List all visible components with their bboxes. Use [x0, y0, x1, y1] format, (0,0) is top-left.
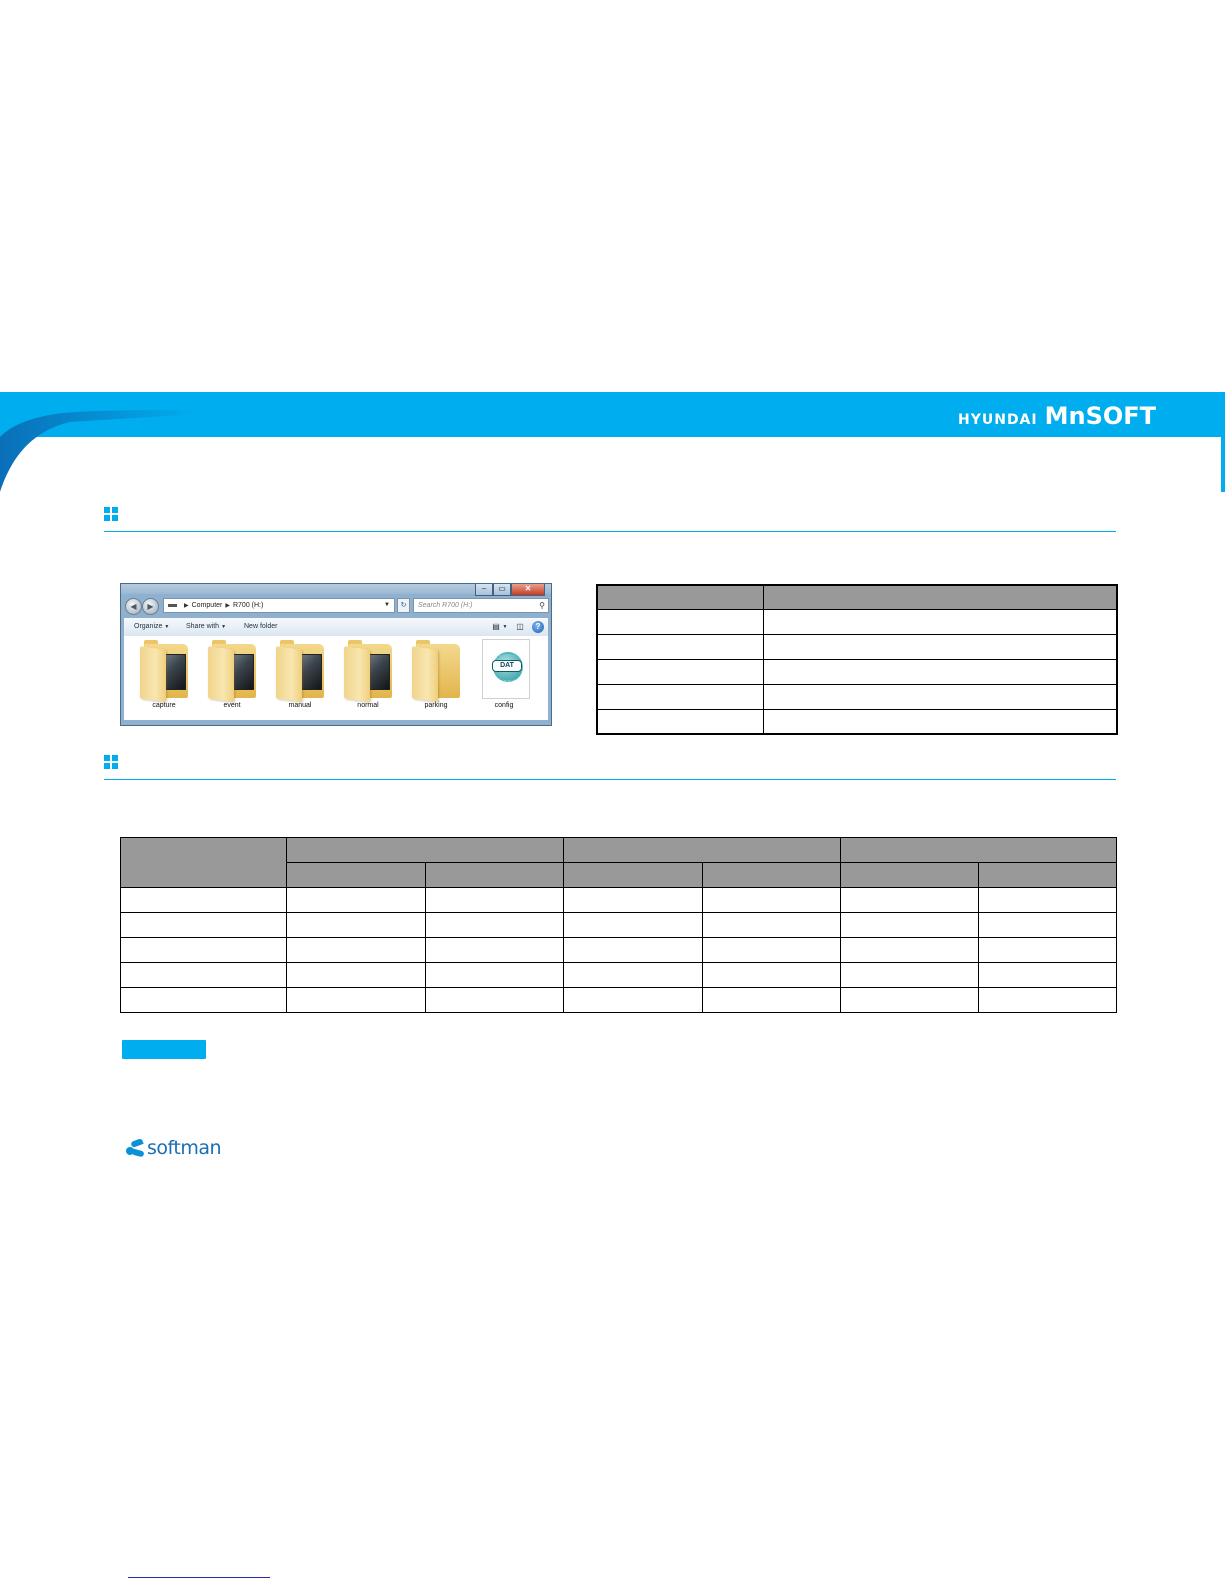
table-subheader-cell — [979, 863, 1117, 888]
search-input[interactable] — [413, 598, 549, 613]
softman-logo — [126, 1137, 221, 1159]
table-row — [597, 659, 1117, 684]
drive-icon — [168, 604, 177, 607]
folder-video-icon — [276, 640, 326, 702]
section-2-icon — [104, 755, 118, 769]
folder-name: event — [223, 702, 241, 709]
share-with-label: Share with — [186, 623, 220, 630]
table-header-cell — [121, 838, 287, 888]
table-subheader-cell — [426, 863, 564, 888]
brand-prefix: HYUNDAI — [958, 412, 1038, 428]
maximize-button[interactable]: ▭ — [493, 584, 511, 596]
close-button[interactable]: ✕ — [511, 584, 545, 596]
table-row — [121, 963, 1117, 988]
chevron-down-icon: ▼ — [221, 624, 227, 630]
table-row — [597, 709, 1117, 734]
table-subheader-cell — [841, 863, 979, 888]
organize-label: Organize — [134, 623, 163, 630]
brand-name: MnSOFT — [1044, 402, 1157, 430]
folder-item[interactable] — [404, 636, 468, 720]
file-name: config — [494, 702, 514, 709]
new-folder-button[interactable]: New folder — [244, 623, 278, 630]
table-row — [121, 888, 1117, 913]
note-label — [122, 1040, 206, 1059]
breadcrumb-arrow-icon: ▶ — [184, 603, 189, 609]
file-item[interactable] — [472, 636, 536, 720]
folder-video-icon — [208, 640, 258, 702]
folder-name: manual — [288, 702, 312, 709]
table-header-cell — [564, 838, 841, 863]
section-1-icon — [104, 507, 118, 521]
minimize-button[interactable]: – — [475, 584, 493, 596]
footer-link-underline[interactable] — [128, 1577, 270, 1578]
table-row — [597, 634, 1117, 659]
table-row — [121, 988, 1117, 1013]
folder-item[interactable] — [200, 636, 264, 720]
navigation-bar — [125, 597, 549, 615]
breadcrumb-arrow-icon: ▶ — [225, 603, 230, 609]
table-row — [597, 609, 1117, 634]
preview-pane-icon[interactable]: ◫ — [516, 622, 524, 631]
file-list — [124, 636, 548, 720]
change-view-icon[interactable]: ▤ — [492, 622, 500, 631]
chevron-down-icon[interactable]: ▼ — [502, 624, 508, 630]
table-row — [597, 684, 1117, 709]
table-subheader-cell — [564, 863, 703, 888]
table-row — [121, 913, 1117, 938]
folder-name: normal — [357, 702, 379, 709]
command-bar — [124, 618, 548, 637]
folder-video-icon — [140, 640, 190, 702]
table-subheader-cell — [703, 863, 841, 888]
organize-menu[interactable] — [134, 618, 169, 636]
dat-badge: DAT — [492, 660, 522, 672]
breadcrumb-drive[interactable]: R700 (H:) — [232, 602, 264, 609]
explorer-window — [120, 583, 552, 726]
search-icon[interactable]: ⚲ — [539, 601, 545, 610]
breadcrumb-computer[interactable]: Computer — [191, 602, 223, 609]
header-band-edge — [1221, 392, 1225, 492]
view-controls — [484, 621, 544, 633]
folder-name: parking — [424, 702, 448, 709]
folder-description-table — [596, 584, 1118, 735]
brand-logo — [958, 402, 1156, 432]
back-arrow-icon[interactable]: ◀ — [125, 598, 142, 615]
table-subheader-cell — [287, 863, 426, 888]
address-bar[interactable] — [163, 598, 395, 613]
table-header-cell — [287, 838, 564, 863]
dat-file-icon — [482, 639, 530, 699]
help-icon[interactable]: ? — [532, 621, 544, 633]
header-band-curve — [0, 392, 200, 502]
table-row — [121, 938, 1117, 963]
forward-arrow-icon[interactable]: ▶ — [142, 598, 159, 615]
folder-name: capture — [152, 702, 176, 709]
chevron-down-icon: ▼ — [164, 624, 170, 630]
recording-spec-table — [120, 837, 1117, 1013]
softman-mark-icon — [126, 1139, 146, 1157]
softman-wordmark: softman — [147, 1137, 222, 1159]
table-header-cell — [841, 838, 1117, 863]
folder-video-icon — [344, 640, 394, 702]
folder-item[interactable] — [132, 636, 196, 720]
section-2-divider — [104, 779, 1116, 780]
folder-item[interactable] — [268, 636, 332, 720]
refresh-icon[interactable]: ↻ — [397, 598, 410, 613]
window-controls — [475, 584, 545, 596]
address-dropdown-icon[interactable]: ▼ — [384, 602, 390, 608]
table-header-cell — [597, 585, 763, 609]
folder-icon — [412, 640, 462, 702]
section-1-divider — [104, 531, 1116, 532]
folder-item[interactable] — [336, 636, 400, 720]
search-placeholder: Search R700 (H:) — [418, 602, 473, 609]
share-with-menu[interactable] — [186, 618, 226, 636]
table-header-cell — [763, 585, 1117, 609]
